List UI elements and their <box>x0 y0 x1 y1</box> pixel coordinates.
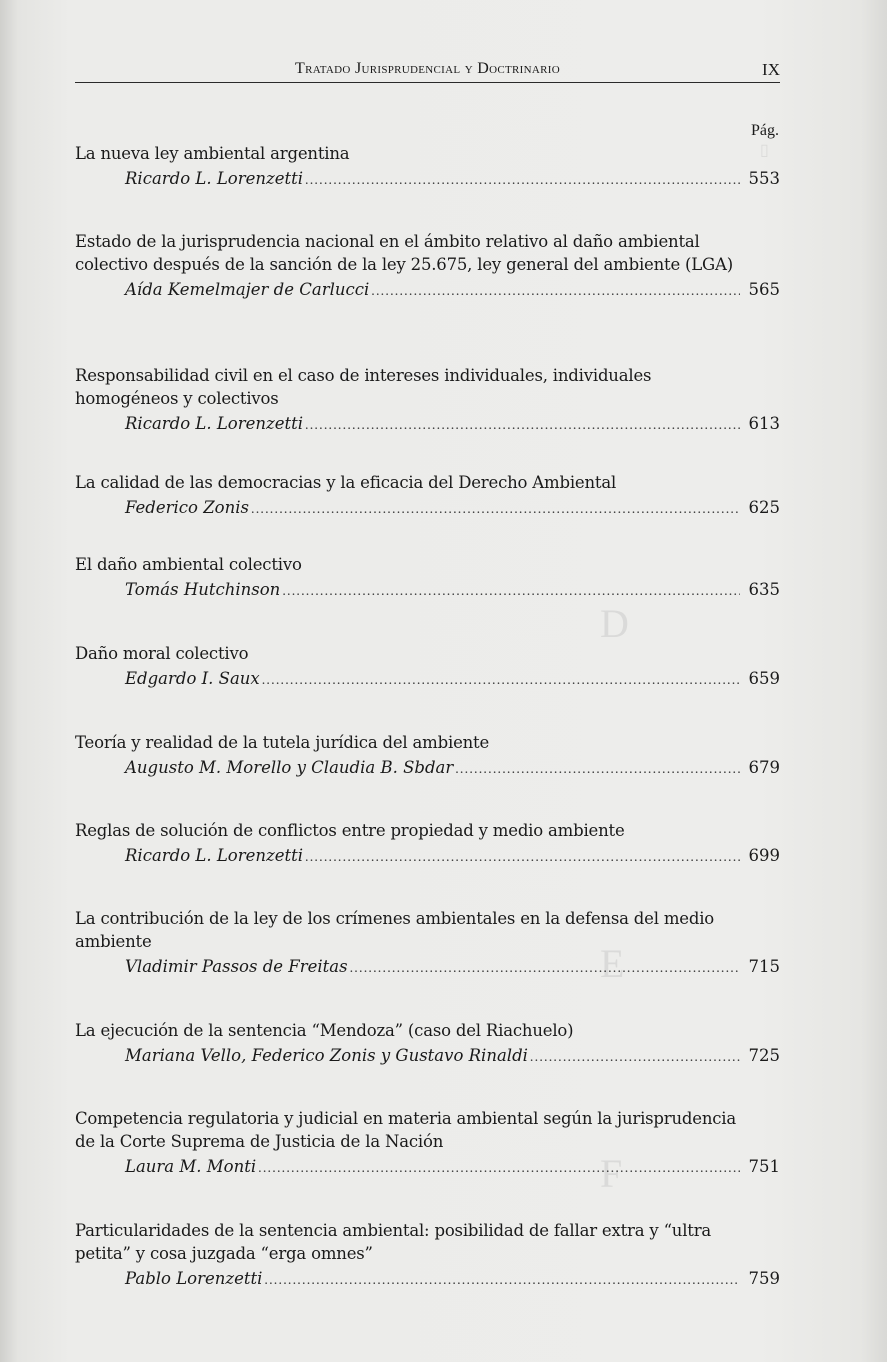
toc-author-row <box>75 412 780 438</box>
toc-page-number: 751 <box>748 1157 780 1176</box>
toc-entry-title: El daño ambiental colectivo <box>75 555 302 574</box>
dot-leader <box>282 580 740 604</box>
toc-author-row <box>75 844 780 870</box>
toc-author: Federico Zonis <box>125 498 249 517</box>
toc-author-row <box>75 756 780 782</box>
toc-author: Mariana Vello, Federico Zonis y Gustavo Rinaldi <box>125 1046 528 1065</box>
bleed-through-shadow: F <box>600 1151 623 1196</box>
toc-entry[interactable] <box>75 1019 780 1070</box>
toc-author-row <box>75 278 780 304</box>
toc-page-number: 679 <box>748 758 780 777</box>
dot-leader <box>305 846 740 870</box>
toc-page-number: 635 <box>748 580 780 599</box>
toc-entry-title: Estado de la jurisprudencia nacional en el ámbito relativo al daño ambiental colectivo después de la sanción de la ley 25.675, ley general del ambiente (LGA) <box>75 232 733 274</box>
toc-entry-title: Teoría y realidad de la tutela jurídica del ambiente <box>75 733 490 752</box>
toc-entry-title: Responsabilidad civil en el caso de intereses individuales, individuales homogéneos y colectivos <box>75 366 652 408</box>
toc-entry-title: Particularidades de la sentencia ambiental: posibilidad de fallar extra y “ultra petita” y cosa juzgada “erga omnes” <box>75 1221 712 1263</box>
toc-page-number: 625 <box>748 498 780 517</box>
toc-author: Ricardo L. Lorenzetti <box>125 414 304 433</box>
toc-author: Augusto M. Morello y Claudia B. Sbdar <box>125 758 454 777</box>
page-column-label: Pág. <box>751 122 779 139</box>
toc-page-number: 699 <box>748 846 780 865</box>
toc-entry[interactable] <box>75 907 780 981</box>
toc-entry-title: Competencia regulatoria y judicial en materia ambiental según la jurisprudencia de la Corte Suprema de Justicia de la Nación <box>75 1109 737 1151</box>
toc-entry[interactable] <box>75 471 780 522</box>
toc-author: Tomás Hutchinson <box>125 580 281 599</box>
dot-leader <box>305 414 740 438</box>
toc-entry-title: Daño moral colectivo <box>75 644 249 663</box>
toc-entry[interactable] <box>75 731 780 782</box>
dot-leader <box>262 669 740 693</box>
toc-author: Edgardo I. Saux <box>125 669 260 688</box>
toc-page-number: 613 <box>748 414 780 433</box>
toc-author: Laura M. Monti <box>125 1157 257 1176</box>
toc-author: Pablo Lorenzetti <box>125 1269 263 1288</box>
toc-author-row <box>75 1044 780 1070</box>
toc-author: Ricardo L. Lorenzetti <box>125 169 304 188</box>
toc-author-row <box>75 1267 780 1293</box>
toc-author-row <box>75 1155 780 1181</box>
toc-author-row <box>75 667 780 693</box>
toc-entry[interactable] <box>75 642 780 693</box>
running-header <box>75 60 780 83</box>
dot-leader <box>258 1157 740 1181</box>
toc-author-row <box>75 167 780 193</box>
dot-leader <box>251 498 740 522</box>
toc-author: Vladimir Passos de Freitas <box>125 957 348 976</box>
dot-leader <box>371 280 740 304</box>
bleed-through-shadow: ▯ <box>760 142 769 159</box>
dot-leader <box>305 169 740 193</box>
toc-entry[interactable] <box>75 1219 780 1293</box>
toc-entry[interactable] <box>75 819 780 870</box>
toc-entry[interactable] <box>75 553 780 604</box>
toc-entry-title: Reglas de solución de conflictos entre propiedad y medio ambiente <box>75 821 625 840</box>
toc-page-number: 565 <box>748 280 780 299</box>
toc-entry-title: La calidad de las democracias y la eficacia del Derecho Ambiental <box>75 473 617 492</box>
toc-entry[interactable] <box>75 1107 780 1181</box>
running-head-title: Tratado Jurisprudencial y Doctrinario <box>295 60 560 77</box>
toc-page-number: 715 <box>748 957 780 976</box>
toc-author: Ricardo L. Lorenzetti <box>125 846 304 865</box>
bleed-through-shadow: E <box>600 941 625 986</box>
running-head-page-number: IX <box>762 60 780 79</box>
toc-entry[interactable] <box>75 364 780 438</box>
toc-author-row <box>75 955 780 981</box>
toc-entry[interactable] <box>75 142 780 193</box>
toc-author-row <box>75 496 780 522</box>
dot-leader <box>264 1269 740 1293</box>
toc-entry-title: La ejecución de la sentencia “Mendoza” (caso del Riachuelo) <box>75 1021 574 1040</box>
toc-page-number: 725 <box>748 1046 780 1065</box>
dot-leader <box>455 758 740 782</box>
dot-leader <box>530 1046 740 1070</box>
toc-author: Aída Kemelmajer de Carlucci <box>125 280 370 299</box>
toc-entry-title: La nueva ley ambiental argentina <box>75 144 350 163</box>
bleed-through-shadow: D <box>600 601 629 646</box>
toc-entry-title: La contribución de la ley de los crímenes ambientales en la defensa del medio ambiente <box>75 909 715 951</box>
toc-entry[interactable] <box>75 230 780 304</box>
toc-page-number: 759 <box>748 1269 780 1288</box>
toc-author-row <box>75 578 780 604</box>
toc-page-number: 553 <box>748 169 780 188</box>
dot-leader <box>350 957 740 981</box>
toc-page-number: 659 <box>748 669 780 688</box>
